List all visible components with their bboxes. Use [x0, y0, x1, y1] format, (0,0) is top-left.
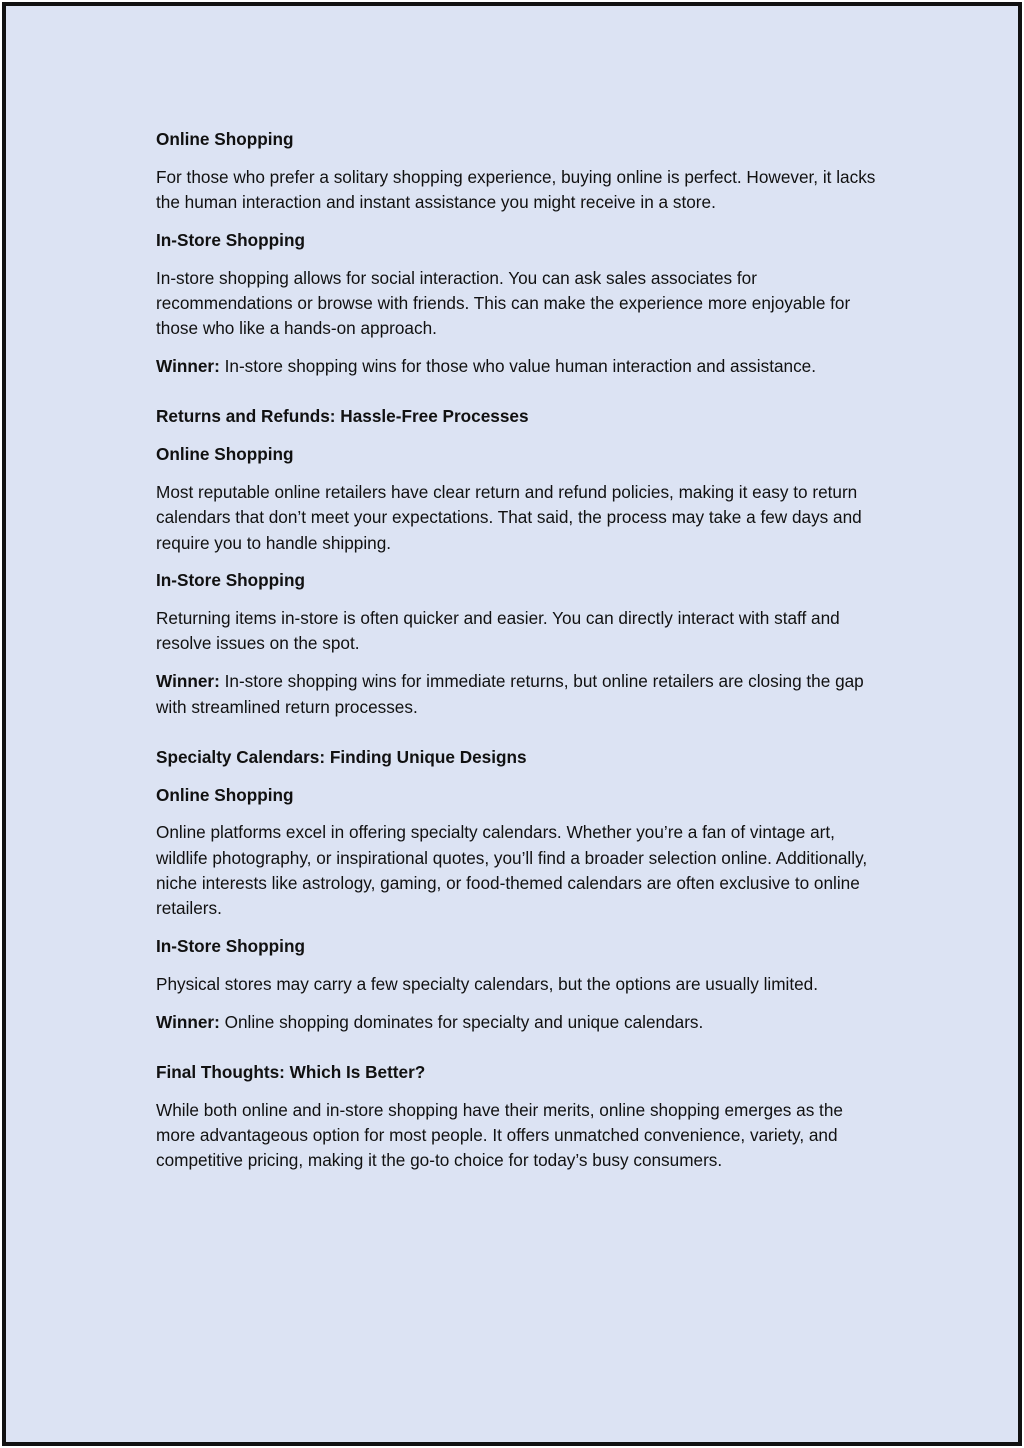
body-paragraph: In-store shopping allows for social interaction. You can ask sales associates for recommendations or browse with friends. This can make the experience more enjoyable for those who like a hands-on approach. — [156, 267, 851, 339]
section-heading: Returns and Refunds: Hassle-Free Processes — [156, 406, 529, 427]
body-paragraph: Returning items in-store is often quicker and easier. You can directly interact with staff and resolve issues on the spot. — [156, 608, 840, 654]
body-paragraph: Physical stores may carry a few specialty calendars, but the options are usually limited. — [156, 973, 819, 994]
winner-paragraph — [156, 1010, 876, 1035]
body-paragraph: Online platforms excel in offering specialty calendars. Whether you’re a fan of vintage art, wildlife photography, or inspirational quotes, you’ll find a broader selection online. Additionally, niche interests like astrology, gaming, or food-themed calendars are often exclusive to online retailers. — [156, 822, 868, 919]
subheading: Online Shopping — [156, 129, 294, 149]
winner-label: Winner: — [156, 356, 220, 377]
winner-text: In-store shopping wins for those who value human interaction and assistance. — [224, 356, 817, 377]
subheading: In-Store Shopping — [156, 570, 305, 591]
body-paragraph: Most reputable online retailers have clear return and refund policies, making it easy to return calendars that don’t meet your expectations. That said, the process may take a few days and require you to handle shipping. — [156, 481, 862, 553]
winner-label: Winner: — [156, 671, 220, 692]
winner-label: Winner: — [156, 1011, 220, 1032]
winner-paragraph — [156, 354, 876, 379]
winner-paragraph — [156, 669, 876, 720]
section-heading: Specialty Calendars: Finding Unique Designs — [156, 746, 527, 767]
document-content — [156, 127, 876, 1186]
subheading: Online Shopping — [156, 784, 294, 805]
body-paragraph: While both online and in-store shopping have their merits, online shopping emerges as the more advantageous option for most people. It offers unmatched convenience, variety, and competitive pricing, making it the go-to choice for today’s busy consumers. — [156, 1099, 843, 1171]
body-paragraph: For those who prefer a solitary shopping experience, buying online is perfect. However, it lacks the human interaction and instant assistance you might receive in a store. — [156, 166, 876, 213]
section-heading: Final Thoughts: Which Is Better? — [156, 1062, 426, 1083]
subheading: Online Shopping — [156, 444, 294, 465]
subheading: In-Store Shopping — [156, 936, 305, 957]
document-page — [2, 2, 1022, 1446]
subheading: In-Store Shopping — [156, 229, 305, 250]
winner-text: In-store shopping wins for immediate returns, but online retailers are closing the gap with streamlined return processes. — [156, 671, 864, 717]
winner-text: Online shopping dominates for specialty and unique calendars. — [224, 1011, 704, 1032]
